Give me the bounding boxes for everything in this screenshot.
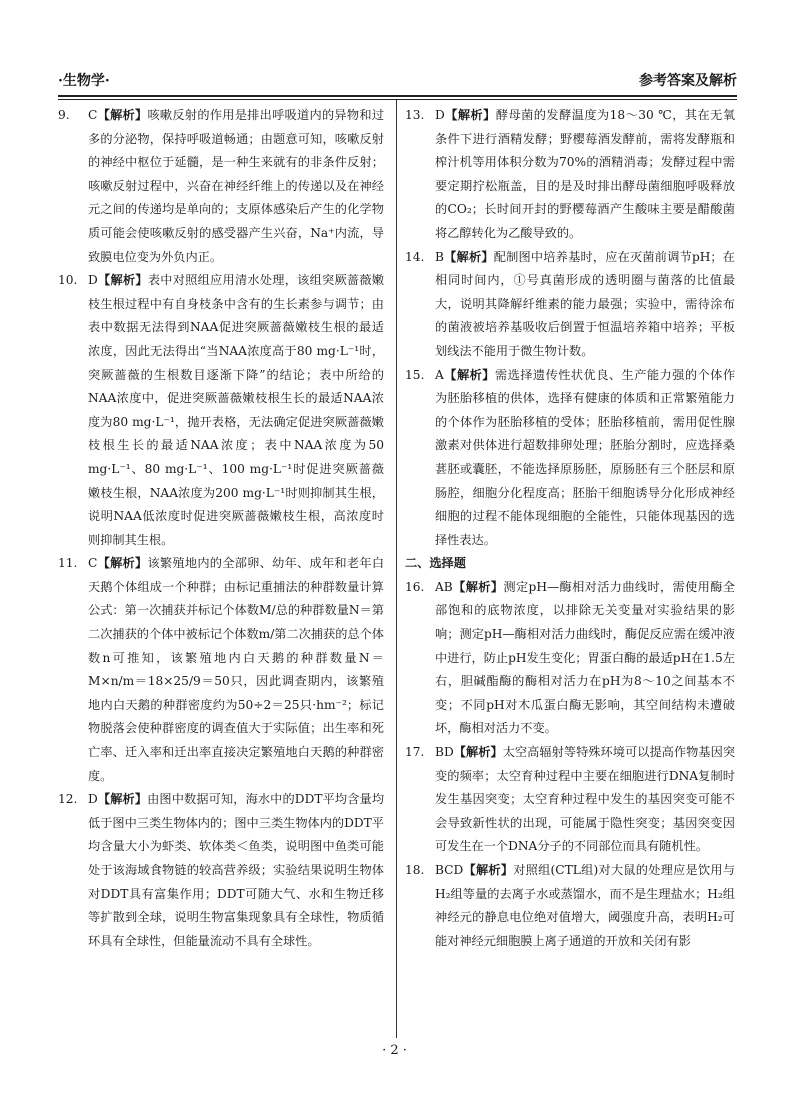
analysis-tag: 【解析】 — [443, 367, 495, 382]
answer-item: 15. A【解析】需选择遗传性状优良、生产能力强的个体作为胚胎移植的供体，选择有健康的体质和正常繁殖能力的个体作为胚胎移植的受体；胚胎移植前，需用促性腺激素对供体进行超数排卵处理；胚胎分割时，应选择桑葚胚或囊胚，不能选择原肠胚，原肠胚有三个胚层和原肠腔，细胞分化程度高；胚胎干细胞诱导分化形成神经细胞的过程不能体现细胞的全能性，只能体现基因的选择性表达。 — [405, 367, 736, 547]
right-column — [405, 104, 735, 953]
analysis-text: 测定pH—酶相对活力曲线时，需使用酶全部饱和的底物浓度，以排除无关变量对实验结果的影响；测定pH—酶相对活力曲线时，酶促反应需在缓冲液中进行，防止pH发生变化；胃蛋白酶的最适pH在1.5左右，胆碱酯酶的酶相对活力在pH为8～10之间基本不变；不同pH对木瓜蛋白酶无影响，其空间结构未遭破坏，酶相对活力不变。 — [435, 579, 735, 736]
analysis-text: 表中对照组应用清水处理，该组突厥蔷薇嫩枝生根过程中有自身枝条中含有的生长素参与调节；由表中数据无法得到NAA促进突厥蔷薇嫩枝生根的最适浓度，因此无法得出“当NAA浓度高于80 mg·L⁻¹时，突厥蔷薇的生根数目逐渐下降”的结论；表中所给的NAA浓度中，促进突厥蔷薇嫩枝根生长的最适NAA浓度为80 mg·L⁻¹，抛开表格，无法确定促进突厥蔷薇嫩枝根生长的最适NAA浓度；表中NAA浓度为50 mg·L⁻¹、80 mg·L⁻¹、100 mg·L⁻¹时促进突厥蔷薇嫩枝生根，NAA浓度为200 mg·L⁻¹时则抑制其生根，说明NAA低浓度时促进突厥蔷薇嫩枝生根，高浓度时则抑制其生根。 — [88, 273, 385, 547]
analysis-tag: 【解析】 — [97, 273, 148, 288]
analysis-tag: 【解析】 — [97, 792, 148, 807]
analysis-text: 咳嗽反射的作用是排出呼吸道内的异物和过多的分泌物，保持呼吸道畅通；由题意可知，咳嗽反射的神经中枢位于延髓，是一种生来就有的非条件反射；咳嗽反射过程中，兴奋在神经纤维上的传递以及在神经元之间的传递均是单向的；支原体感染后产生的化学物质可能会使咳嗽反射的感受器产生兴奋，Na⁺内流，导致膜电位变为外负内正。 — [88, 108, 385, 264]
header-rule-thin — [58, 99, 737, 100]
answer-choice: C — [88, 108, 98, 122]
analysis-text: 由图中数据可知，海水中的DDT平均含量均低于图中三类生物体内的；图中三类生物体内的DDT平均含量大小为虾类、软体类＜鱼类，说明图中鱼类可能处于该海域食物链的较高营养级；实验结果说明生物体对DDT具有富集作用；DDT可随大气、水和生物迁移等扩散到全球，说明生物富集现象具有全球性，物质循环具有全球性，但能量流动不具有全球性。 — [88, 792, 385, 948]
answer-choice: BD — [435, 745, 454, 760]
answer-choice: A — [435, 367, 444, 382]
answer-choice: BCD — [435, 863, 464, 877]
answer-choice: D — [88, 273, 98, 288]
answer-item: 18. BCD【解析】对照组(CTL组)对大鼠的处理应是饮用与H₂组等量的去离子水或蒸馏水，而不是生理盐水；H₂组神经元的静息电位绝对值增大，阈强度升高，表明H₂可能对神经元细胞膜上离子通道的开放和关闭有影 — [405, 863, 736, 948]
page-number: · 2 · — [382, 1043, 407, 1058]
analysis-tag: 【解析】 — [97, 556, 148, 571]
section-heading: 二、选择题 — [405, 556, 466, 571]
answer-item: 14. B【解析】配制图中培养基时，应在灭菌前调节pH；在相同时间内，①号真菌形成的透明圈与菌落的比值最大，说明其降解纤维素的能力最强；实验中，需待涂布的菌液被培养基吸收后倒置于恒温培养箱中培养；平板划线法不能用于微生物计数。 — [405, 249, 735, 358]
subject-label: ·生物学· — [58, 73, 110, 89]
analysis-text: 对照组(CTL组)对大鼠的处理应是饮用与H₂组等量的去离子水或蒸馏水，而不是生理盐水；H₂组神经元的静息电位绝对值增大，阈强度升高，表明H₂可能对神经元细胞膜上离子通道的开放和关闭有影 — [435, 863, 736, 948]
analysis-tag: 【解析】 — [463, 863, 514, 877]
answer-choice: C — [88, 556, 98, 571]
analysis-tag: 【解析】 — [97, 108, 148, 122]
answer-choice: AB — [435, 579, 453, 594]
answer-item: 11. C【解析】该繁殖地内的全部卵、幼年、成年和老年白天鹅个体组成一个种群；由标记重捕法的种群数量计算公式：第一次捕获并标记个体数M/总的种群数量N＝第二次捕获的个体中被标记个体数m/第二次捕获的总个体数n可推知，该繁殖地内白天鹅的种群数量N＝M×n/m＝18×25/9＝50只，因此调查期内，该繁殖地内白天鹅的种群密度约为50÷2＝25只·hm⁻²；标记物脱落会使种群密度的调查值大于实际值；出生率和死亡率、迁入率和迁出率直接决定繁殖地白天鹅的种群密度。 — [58, 556, 385, 783]
answer-item: 13. D【解析】酵母菌的发酵温度为18～30 ℃，其在无氧条件下进行酒精发酵；野樱莓酒发酵前，需将发酵瓶和榨汁机等用体积分数为70%的酒精消毒；发酵过程中需要定期拧松瓶盖，目的是及时排出酵母菌细胞呼吸释放的CO₂；长时间开封的野樱莓酒产生酸味主要是醋酸菌将乙醇转化为乙酸导致的。 — [405, 108, 736, 240]
answer-choice: D — [435, 108, 445, 122]
analysis-text: 酵母菌的发酵温度为18～30 ℃，其在无氧条件下进行酒精发酵；野樱莓酒发酵前，需将发酵瓶和榨汁机等用体积分数为70%的酒精消毒；发酵过程中需要定期拧松瓶盖，目的是及时排出酵母菌细胞呼吸释放的CO₂；长时间开封的野樱莓酒产生酸味主要是醋酸菌将乙醇转化为乙酸导致的。 — [435, 108, 736, 240]
header-rule-thick — [58, 95, 737, 97]
column-divider — [396, 100, 397, 1038]
answer-item: 17. BD【解析】太空高辐射等特殊环境可以提高作物基因突变的频率；太空育种过程中主要在细胞进行DNA复制时发生基因突变；太空育种过程中发生的基因突变可能不会导致新性状的出现，可能属于隐性突变；基因突变因可发生在一个DNA分子的不同部位而具有随机性。 — [405, 745, 736, 854]
section-label: 参考答案及解析 — [639, 73, 737, 89]
analysis-tag: 【解析】 — [453, 745, 503, 760]
analysis-text: 配制图中培养基时，应在灭菌前调节pH；在相同时间内，①号真菌形成的透明圈与菌落的比值最大，说明其降解纤维素的能力最强；实验中，需待涂布的菌液被培养基吸收后倒置于恒温培养箱中培养；平板划线法不能用于微生物计数。 — [435, 249, 735, 358]
page-header — [58, 70, 737, 92]
analysis-tag: 【解析】 — [452, 579, 504, 594]
analysis-text: 需选择遗传性状优良、生产能力强的个体作为胚胎移植的供体，选择有健康的体质和正常繁殖能力的个体作为胚胎移植的受体；胚胎移植前，需用促性腺激素对供体进行超数排卵处理；胚胎分割时，应选择桑葚胚或囊胚，不能选择原肠胚，原肠胚有三个胚层和原肠腔，细胞分化程度高；胚胎干细胞诱导分化形成神经细胞的过程不能体现细胞的全能性，只能体现基因的选择性表达。 — [435, 367, 736, 547]
analysis-tag: 【解析】 — [444, 108, 496, 122]
analysis-text: 太空高辐射等特殊环境可以提高作物基因突变的频率；太空育种过程中主要在细胞进行DNA复制时发生基因突变；太空育种过程中发生的基因突变可能不会导致新性状的出现，可能属于隐性突变；基因突变因可发生在一个DNA分子的不同部位而具有随机性。 — [435, 745, 736, 854]
answer-choice: D — [88, 792, 98, 807]
answer-item: 12. D【解析】由图中数据可知，海水中的DDT平均含量均低于图中三类生物体内的；图中三类生物体内的DDT平均含量大小为虾类、软体类＜鱼类，说明图中鱼类可能处于该海域食物链的较高营养级；实验结果说明生物体对DDT具有富集作用；DDT可随大气、水和生物迁移等扩散到全球，说明生物富集现象具有全球性，物质循环具有全球性，但能量流动不具有全球性。 — [58, 792, 385, 948]
answer-item: 16. AB【解析】测定pH—酶相对活力曲线时，需使用酶全部饱和的底物浓度，以排除无关变量对实验结果的影响；测定pH—酶相对活力曲线时，酶促反应需在缓冲液中进行，防止pH发生变化；胃蛋白酶的最适pH在1.5左右，胆碱酯酶的酶相对活力在pH为8～10之间基本不变；不同pH对木瓜蛋白酶无影响，其空间结构未遭破坏，酶相对活力不变。 — [405, 579, 735, 736]
answer-item: 9. C【解析】咳嗽反射的作用是排出呼吸道内的异物和过多的分泌物，保持呼吸道畅通；由题意可知，咳嗽反射的神经中枢位于延髓，是一种生来就有的非条件反射；咳嗽反射过程中，兴奋在神经纤维上的传递以及在神经元之间的传递均是单向的；支原体感染后产生的化学物质可能会使咳嗽反射的感受器产生兴奋，Na⁺内流，导致膜电位变为外负内正。 — [58, 108, 385, 264]
answer-choice: B — [435, 249, 444, 264]
left-column — [58, 104, 384, 953]
analysis-tag: 【解析】 — [443, 249, 494, 264]
answer-item: 10. D【解析】表中对照组应用清水处理，该组突厥蔷薇嫩枝生根过程中有自身枝条中含有的生长素参与调节；由表中数据无法得到NAA促进突厥蔷薇嫩枝生根的最适浓度，因此无法得出“当NAA浓度高于80 mg·L⁻¹时，突厥蔷薇的生根数目逐渐下降”的结论；表中所给的NAA浓度中，促进突厥蔷薇嫩枝根生长的最适NAA浓度为80 mg·L⁻¹，抛开表格，无法确定促进突厥蔷薇嫩枝根生长的最适NAA浓度；表中NAA浓度为50 mg·L⁻¹、80 mg·L⁻¹、100 mg·L⁻¹时促进突厥蔷薇嫩枝生根，NAA浓度为200 mg·L⁻¹时则抑制其生根，说明NAA低浓度时促进突厥蔷薇嫩枝生根，高浓度时则抑制其生根。 — [58, 273, 385, 547]
analysis-text: 该繁殖地内的全部卵、幼年、成年和老年白天鹅个体组成一个种群；由标记重捕法的种群数量计算公式：第一次捕获并标记个体数M/总的种群数量N＝第二次捕获的个体中被标记个体数m/第二次捕获的总个体数n可推知，该繁殖地内白天鹅的种群数量N＝M×n/m＝18×25/9＝50只，因此调查期内，该繁殖地内白天鹅的种群密度约为50÷2＝25只·hm⁻²；标记物脱落会使种群密度的调查值大于实际值；出生率和死亡率、迁入率和迁出率直接决定繁殖地白天鹅的种群密度。 — [88, 556, 385, 783]
